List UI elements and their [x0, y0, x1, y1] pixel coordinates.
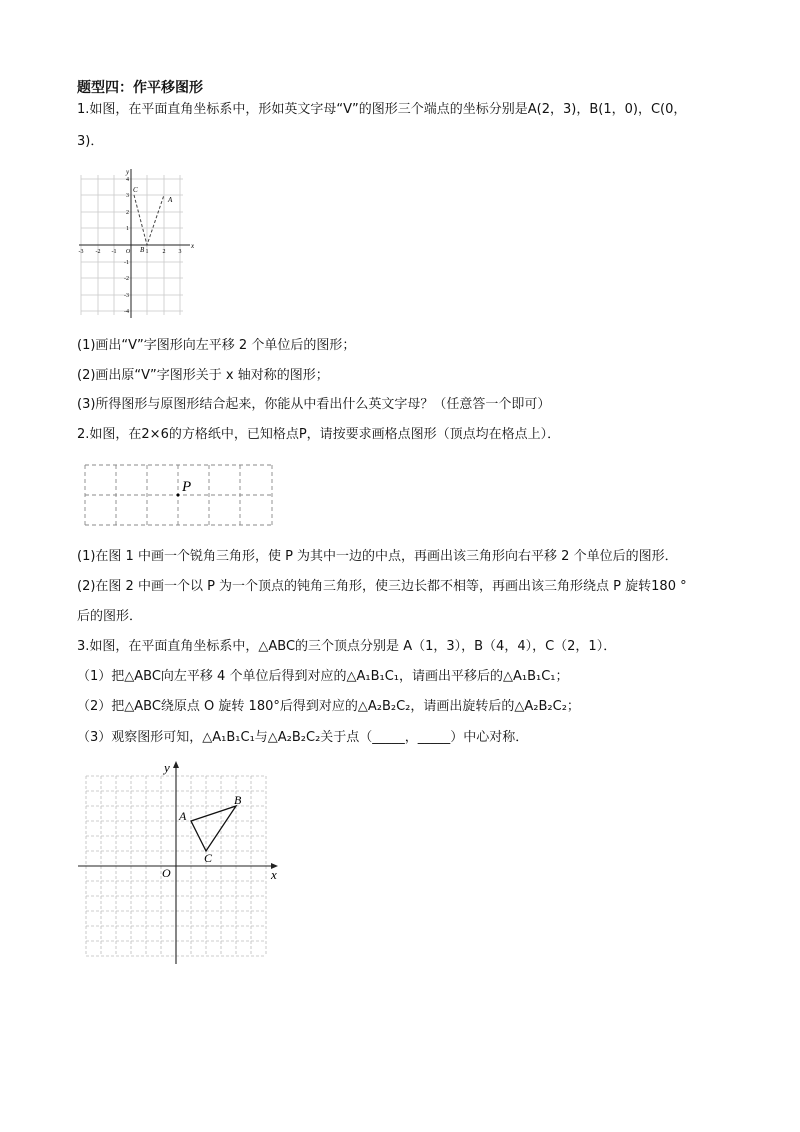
q1-x-tick: 2: [162, 249, 166, 255]
q2-p-label: P: [182, 479, 192, 495]
section-title: 题型四：作平移图形: [77, 80, 203, 96]
q1-x-tick: 1: [145, 249, 149, 255]
q1-y-tick: 2: [126, 210, 129, 216]
q1-x-tick: 3: [178, 249, 182, 255]
q3-sub1: （1）把△ABC向左平移 4 个单位后得到对应的△A₁B₁C₁，请画出平移后的△A₁B₁C₁；: [77, 669, 569, 684]
q3-coordinate-figure: [72, 756, 284, 968]
q1-origin-label: O: [125, 249, 131, 255]
q1-y-tick: -3: [124, 293, 129, 299]
q1-point-b-label: B: [140, 246, 145, 254]
q2-stem: 2.如图，在2×6的方格纸中，已知格点P，请按要求画格点图形（顶点均在格点上）．: [77, 427, 561, 442]
q1-sub3: (3)所得图形与原图形结合起来，你能从中看出什么英文字母？（任意答一个即可）: [77, 397, 551, 412]
q1-y-tick: 4: [126, 177, 129, 183]
q1-point-c-label: C: [133, 186, 138, 194]
q1-y-tick: 1: [126, 226, 129, 232]
q3-y-arrow: [173, 761, 179, 768]
q2-point-p: [177, 494, 180, 497]
q2-sub1: (1)在图 1 中画一个锐角三角形，使 P 为其中一边的中点，再画出该三角形向右平移 2 个单位后的图形．: [77, 549, 678, 564]
q1-x-tick: -3: [78, 249, 84, 255]
q3-y-label: y: [164, 760, 170, 775]
q1-v-shape: [134, 195, 164, 245]
q3-sub2: （2）把△ABC绕原点 O 旋转 180°后得到对应的△A₂B₂C₂，请画出旋转后的△A₂B₂C₂；: [77, 699, 580, 714]
q1-sub2: (2)画出原“V”字图形关于 x 轴对称的图形；: [77, 368, 329, 383]
q1-y-tick: 3: [126, 193, 129, 199]
q1-stem-line2: 3)．: [77, 134, 104, 149]
q3-origin-label: O: [162, 866, 171, 880]
q3-point-c-label: C: [204, 851, 213, 865]
q2-grid-figure: [82, 461, 277, 531]
q1-x-tick: -2: [95, 249, 101, 255]
q1-y-label: y: [126, 168, 130, 176]
q1-sub1: (1)画出“V”字图形向左平移 2 个单位后的图形；: [77, 338, 356, 353]
q2-sub2-line1: (2)在图 2 中画一个以 P 为一个顶点的钝角三角形，使三边长都不相等，再画出该三角形绕点 P 旋转180 °: [77, 579, 687, 594]
q3-point-b-label: B: [234, 793, 242, 807]
q3-sub3: （3）观察图形可知，△A₁B₁C₁与△A₂B₂C₂关于点（_____，_____）中心对称．: [77, 730, 529, 745]
q3-triangle-abc: [191, 806, 236, 851]
q3-x-label: x: [271, 867, 277, 882]
q1-y-tick: -1: [124, 260, 129, 266]
q1-x-tick: -1: [111, 249, 117, 255]
q2-sub2-line2: 后的图形．: [77, 609, 143, 624]
q1-point-a-label: A: [168, 196, 173, 204]
q3-stem: 3.如图，在平面直角坐标系中，△ABC的三个顶点分别是 A（1，3），B（4，4），C（2，1）．: [77, 639, 617, 654]
q1-stem-line1: 1.如图，在平面直角坐标系中，形如英文字母“V”的图形三个端点的坐标分别是A(2，3)，B(1，0)，C(0，: [77, 102, 687, 117]
q1-coordinate-figure: [76, 165, 198, 321]
q1-y-tick: -4: [124, 309, 129, 315]
q1-x-label: x: [191, 242, 195, 250]
q3-point-a-label: A: [179, 809, 187, 823]
q1-y-tick: -2: [124, 276, 129, 282]
